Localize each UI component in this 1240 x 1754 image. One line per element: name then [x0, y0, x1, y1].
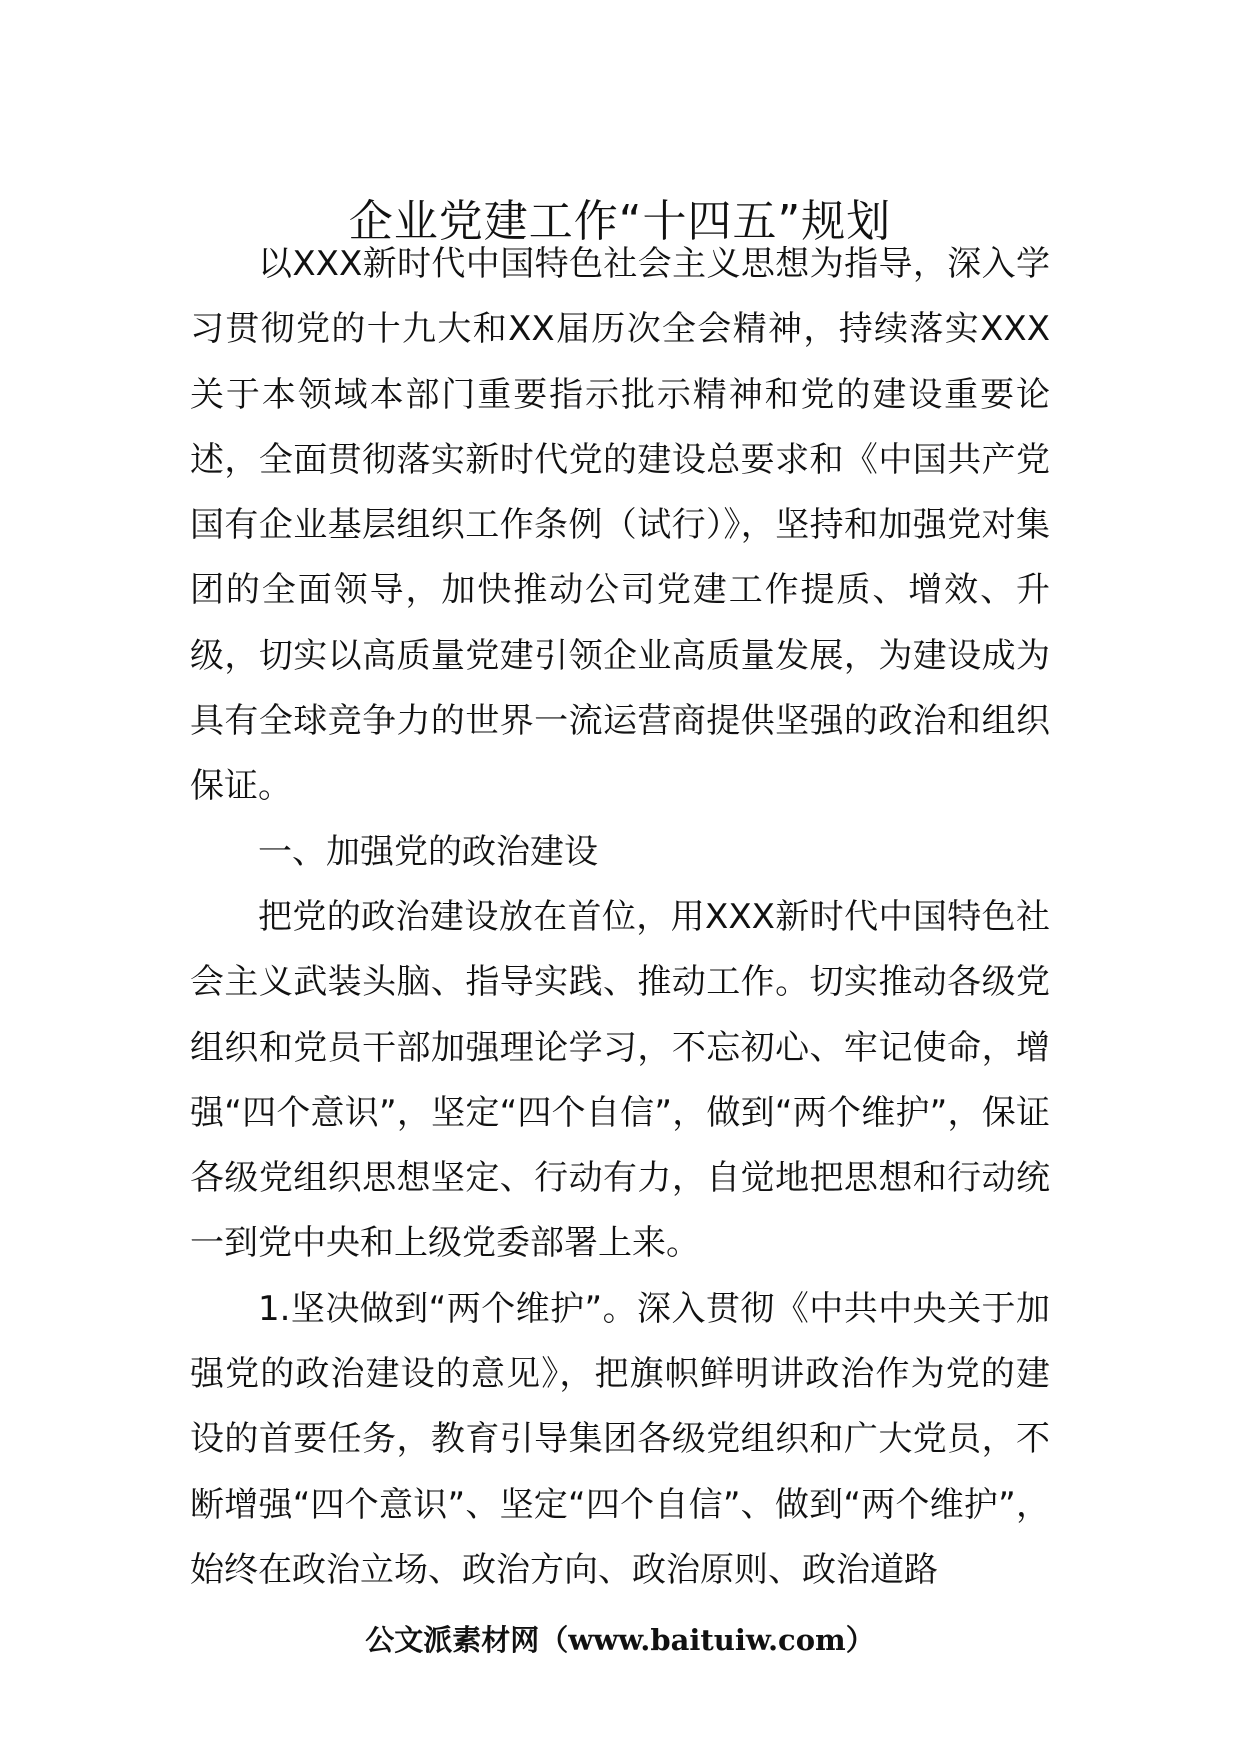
footer-watermark: 公文派素材网（www.baituiw.com）: [365, 1623, 875, 1657]
document-title: 企业党建工作“十四五”规划: [348, 196, 892, 248]
subsection-paragraph: 1.坚决做到“两个维护”。深入贯彻《中共中央关于加强党的政治建设的意见》，把旗帜鲜明讲政治作为党的建设的首要任务，教育引导集团各级党组织和广大党员，不断增强“四个意识”、坚定“四个自信”、做到“两个维护”，始终在政治立场、政治方向、政治原则、政治道路: [190, 1288, 1050, 1590]
document-body: [190, 232, 1050, 1603]
intro-paragraph: 以XXX新时代中国特色社会主义思想为指导，深入学习贯彻党的十九大和XX届历次全会精神，持续落实XXX关于本领域本部门重要指示批示精神和党的建设重要论述，全面贯彻落实新时代党的建设总要求和《中国共产党国有企业基层组织工作条例（试行）》，坚持和加强党对集团的全面领导，加快推动公司党建工作提质、增效、升级，切实以高质量党建引领企业高质量发展，为建设成为具有全球竞争力的世界一流运营商提供坚强的政治和组织保证。: [190, 244, 1050, 807]
section-paragraph: 把党的政治建设放在首位，用XXX新时代中国特色社会主义武装头脑、指导实践、推动工作。切实推动各级党组织和党员干部加强理论学习，不忘初心、牢记使命，增强“四个意识”，坚定“四个自信”，做到“两个维护”，保证各级党组织思想坚定、行动有力，自觉地把思想和行动统一到党中央和上级党委部署上来。: [190, 896, 1050, 1264]
section-heading: 一、加强党的政治建设: [258, 831, 598, 872]
